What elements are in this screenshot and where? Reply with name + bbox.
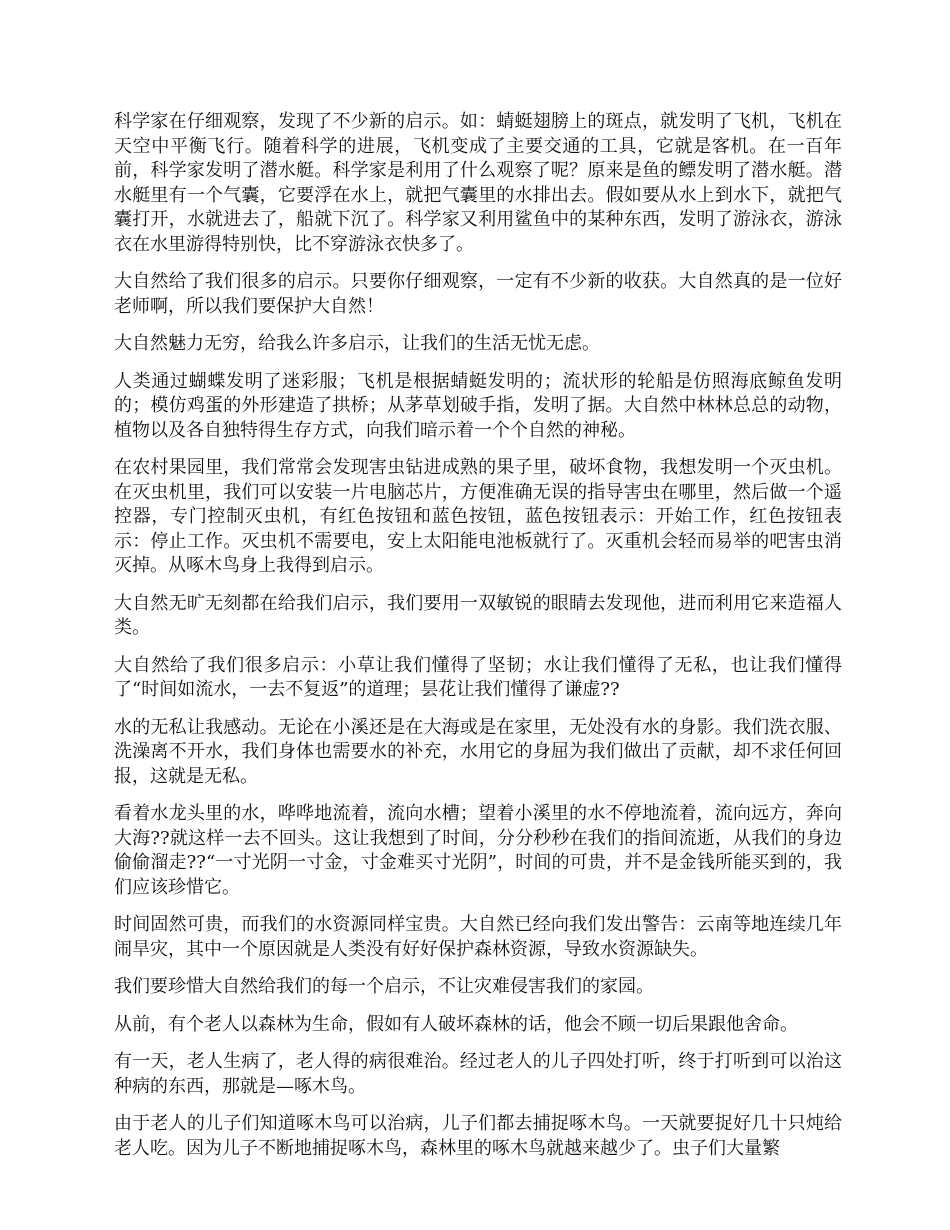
paragraph-2: 大自然给了我们很多的启示。只要你仔细观察，一定有不少新的收获。大自然真的是一位好老师啊，所以我们要保护大自然！ bbox=[114, 271, 842, 317]
document-body bbox=[114, 110, 842, 1174]
paragraph-11: 我们要珍惜大自然给我们的每一个启示，不让灾难侵害我们的家园。 bbox=[114, 976, 654, 997]
paragraph-12: 从前，有个老人以森林为生命，假如有人破坏森林的话，他会不顾一切后果跟他舍命。 bbox=[114, 1013, 798, 1035]
paragraph-9: 看着水龙头里的水，哗哗地流着，流向水槽；望着小溪里的水不停地流着，流向远方，奔向大海??就这样一去不回头。这让我想到了时间，分分秒秒在我们的指间流逝，从我们的身边偷偷溜走??“一寸光阴一寸金，寸金难买寸光阴”，时间的可贵，并不是金钱所能买到的，我们应该珍惜它。 bbox=[114, 803, 842, 898]
paragraph-7: 大自然给了我们很多启示：小草让我们懂得了坚韧；水让我们懂得了无私，也让我们懂得了“时间如流水，一去不复返”的道理；昙花让我们懂得了谦虚?? bbox=[114, 654, 842, 700]
paragraph-5: 在农村果园里，我们常常会发现害虫钻进成熟的果子里，破坏食物，我想发明一个灭虫机。在灭虫机里，我们可以安装一片电脑芯片，方便准确无误的指导害虫在哪里，然后做一个遥控器，专门控制灭虫机，有红色按钮和蓝色按钮，蓝色按钮表示：开始工作，红色按钮表示：停止工作。灭虫机不需要电，安上太阳能电池板就行了。灭重机会轻而易举的吧害虫消灭掉。从啄木鸟身上我得到启示。 bbox=[114, 457, 842, 576]
paragraph-3: 大自然魅力无穷，给我么许多启示，让我们的生活无忧无虑。 bbox=[114, 333, 600, 354]
paragraph-8: 水的无私让我感动。无论在小溪还是在大海或是在家里，无处没有水的身影。我们洗衣服、洗澡离不开水，我们身体也需要水的补充，水用它的身屈为我们做出了贡献，却不求任何回报，这就是无私。 bbox=[114, 716, 842, 787]
paragraph-14: 由于老人的儿子们知道啄木鸟可以治病，儿子们都去捕捉啄木鸟。一天就要捉好几十只炖给老人吃。因为儿子不断地捕捉啄木鸟，森林里的啄木鸟就越来越少了。虫子们大量繁 bbox=[114, 1113, 842, 1159]
paragraph-13: 有一天，老人生病了，老人得的病很难治。经过老人的儿子四处打听，终于打听到可以治这种病的东西，那就是—啄木鸟。 bbox=[114, 1051, 842, 1097]
paragraph-4: 人类通过蝴蝶发明了迷彩服；飞机是根据蜻蜓发明的；流状形的轮船是仿照海底鲸鱼发明的；模仿鸡蛋的外形建造了拱桥；从茅草划破手指，发明了据。大自然中林林总总的动物，植物以及各自独特得生存方式，向我们暗示着一个个自然的神秘。 bbox=[114, 370, 842, 441]
paragraph-10: 时间固然可贵，而我们的水资源同样宝贵。大自然已经向我们发出警告：云南等地连续几年闹旱灾，其中一个原因就是人类没有好好保护森林资源，导致水资源缺失。 bbox=[114, 914, 842, 960]
paragraph-6: 大自然无旷无刻都在给我们启示，我们要用一双敏锐的眼睛去发现他，进而利用它来造福人类。 bbox=[114, 592, 842, 638]
paragraph-1: 科学家在仔细观察，发现了不少新的启示。如：蜻蜓翅膀上的斑点，就发明了飞机，飞机在天空中平衡飞行。随着科学的进展，飞机变成了主要交通的工具，它就是客机。在一百年前，科学家发明了潜水艇。科学家是利用了什么观察了呢？原来是鱼的鳔发明了潜水艇。潜水艇里有一个气囊，它要浮在水上，就把气囊里的水排出去。假如要从水上到水下，就把气囊打开，水就进去了，船就下沉了。科学家又利用鲨鱼中的某种东西，发明了游泳衣，游泳衣在水里游得特别快，比不穿游泳衣快多了。 bbox=[114, 111, 842, 255]
